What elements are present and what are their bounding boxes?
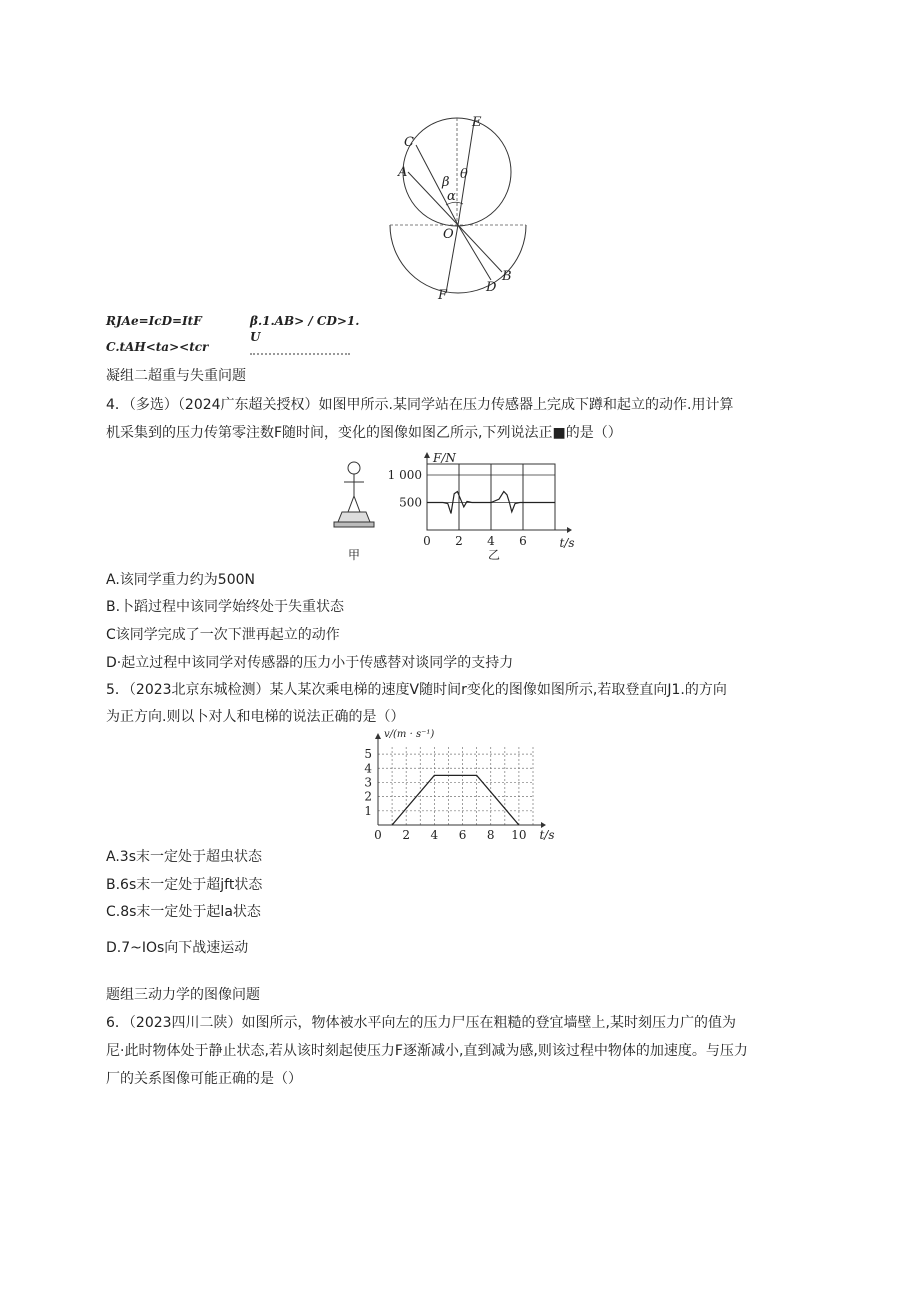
chart2-y-tick-label: 1	[364, 803, 372, 818]
section-3-title: 题组三动力学的图像问题	[106, 987, 260, 1003]
chart2-x-tick-label: 4	[430, 828, 439, 842]
chart1-x-tick-label: 6	[519, 534, 527, 548]
chart1-y-tick-label: 500	[399, 495, 422, 510]
q5-option-a: A.3s末一定处于超虫状态	[106, 849, 262, 865]
chart2-x-tick-label: 2	[402, 828, 411, 842]
chart1-x-tick-label: 4	[487, 534, 495, 548]
label-beta: β	[442, 175, 450, 190]
chart2-x-tick-label: 0	[374, 828, 382, 842]
section-2-title: 凝组二超重与失重问题	[106, 368, 246, 384]
chart2-x-tick-label: 10	[511, 828, 527, 842]
label-alpha: α	[447, 189, 456, 204]
prev-option-line1-left: RJAe=IcD=ItF	[106, 314, 202, 328]
q6-line3: 厂的关系图像可能正确的是（）	[106, 1071, 302, 1087]
q4-fig-label-right: 乙	[488, 548, 501, 562]
clipped-text-fragment	[250, 353, 350, 358]
q5-text-line1: ．（2023北京东城检测）某人某次乘电梯的速度V随时间r变化的图像如图所示,若取登直向J1.的方向	[114, 682, 727, 698]
q4-number: 4	[106, 397, 115, 413]
q4-line1	[106, 395, 733, 415]
chart2-series-line	[392, 775, 519, 825]
q5-option-c: C.8s末一定处于起la状态	[106, 904, 261, 920]
label-B: B	[502, 269, 512, 284]
chart2-y-tick-label: 4	[364, 761, 372, 776]
q6-line1	[106, 1013, 736, 1033]
chart2-x-tick-label: 8	[486, 828, 495, 842]
chart1-x-arrow	[567, 527, 572, 533]
q5-line2: 为正方向.则以卜对人和电梯的说法正确的是（）	[106, 709, 405, 725]
q6-number: 6	[106, 1015, 115, 1031]
chart1-x-tick-label: 2	[455, 534, 463, 548]
line-OD	[458, 225, 491, 280]
chart2-x-axis-label: t/s	[539, 828, 555, 842]
person-leg-right	[354, 496, 360, 512]
label-A: A	[398, 165, 408, 180]
chart1-x-axis-label: t/s	[559, 536, 575, 550]
person-on-sensor-figure	[330, 460, 380, 540]
q5-number: 5	[106, 682, 115, 698]
person-leg-left	[348, 496, 354, 512]
q4-option-b: B.卜蹈过程中该同学始终处于失重状态	[106, 599, 345, 615]
chart2-y-tick-label: 2	[364, 789, 372, 804]
q4-option-d: D·起立过程中该同学对传感器的压力小于传感替对谈同学的支持力	[106, 655, 514, 671]
q5-line1	[106, 680, 727, 700]
force-time-chart	[380, 452, 580, 552]
label-C: C	[404, 135, 414, 150]
circle-geometry-figure	[380, 110, 540, 305]
q5-option-d: D.7~IOs向下战速运动	[106, 940, 249, 956]
q6-line2: 尼·此时物体处于静止状态,若从该时刻起使压力F逐渐减小,直到减为感,则该过程中物体的加速度。与压力	[106, 1043, 748, 1059]
chart1-y-tick-label: 1 000	[387, 468, 422, 482]
chart2-y-axis-label: v/(m · s⁻¹)	[384, 729, 435, 740]
q4-text-line1: ．（多选）（2024广东超关授权）如图甲所示.某同学站在压力传感器上完成下蹲和起立的动作.用计算	[114, 397, 734, 413]
label-O: O	[443, 227, 454, 242]
chart2-y-tick-label: 3	[364, 775, 372, 790]
velocity-time-chart	[350, 727, 565, 842]
pressure-sensor	[338, 512, 370, 522]
chart1-y-axis-label: F/N	[433, 452, 456, 465]
chart1-x-tick-label: 0	[423, 534, 431, 548]
sensor-base	[334, 522, 374, 527]
prev-option-line2-left: C.tAH<ta><tcr	[106, 340, 209, 354]
chart2-x-tick-label: 6	[458, 828, 467, 842]
prev-option-line1-right: β.1.AB> / CD>1.	[250, 314, 360, 328]
q4-line2: 机采集到的压力传第零注数F随时间，变化的图像如图乙所示,下列说法正■的是（）	[106, 425, 622, 441]
chart2-y-tick-label: 5	[364, 747, 372, 762]
person-head	[348, 462, 360, 474]
q5-option-b: B.6s末一定处于超jft状态	[106, 877, 263, 893]
q4-option-a: A.该同学重力约为500N	[106, 572, 255, 588]
chart2-y-arrow	[375, 733, 381, 739]
line-OB	[458, 225, 502, 272]
label-F: F	[438, 288, 448, 303]
label-D: D	[486, 280, 497, 295]
prev-option-line1-right-cont: U	[250, 330, 261, 344]
q4-option-c: C该同学完成了一次下泄再起立的动作	[106, 627, 340, 643]
chart1-y-arrow	[424, 452, 430, 458]
label-E: E	[472, 115, 482, 130]
q6-text-line1: ．（2023四川二陕）如图所示，物体被水平向左的压力尸压在粗糙的登宜墙壁上,某时刻压力广的值为	[114, 1015, 736, 1031]
label-theta: θ	[460, 167, 468, 182]
q4-fig-label-left: 甲	[348, 548, 361, 562]
